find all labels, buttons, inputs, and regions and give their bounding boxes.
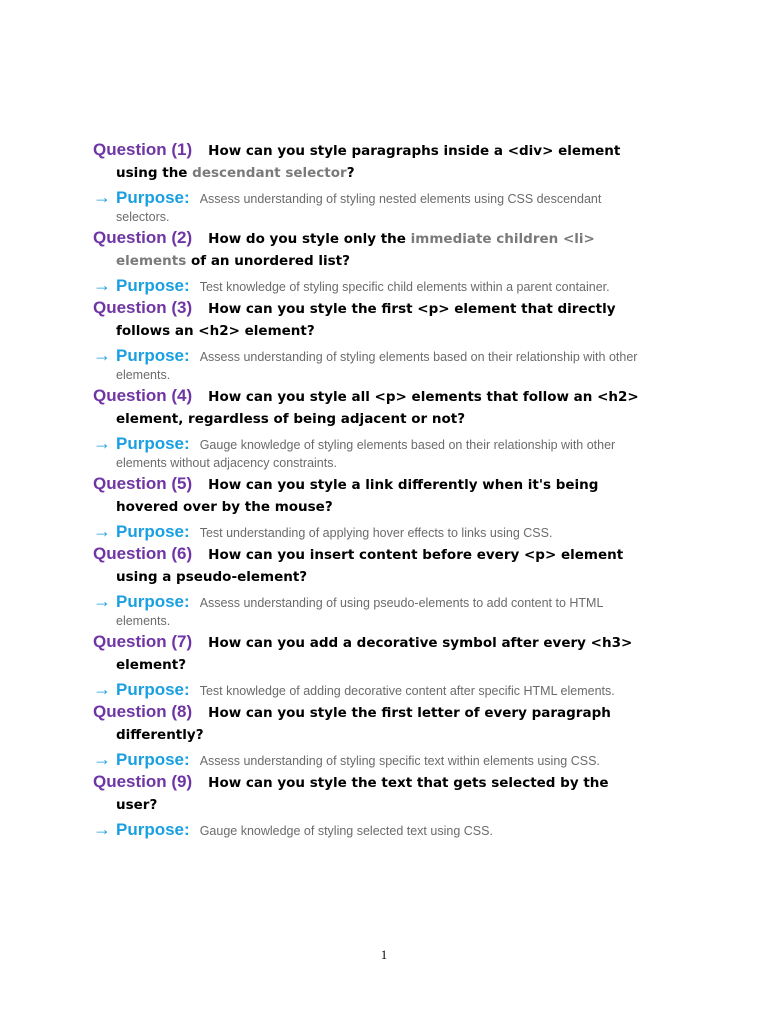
question-text-continued: element, regardless of being adjacent or not? [116, 410, 466, 427]
question-label: Question (9) [93, 772, 193, 791]
question-text: How can you style the first <p> element that directly [208, 301, 616, 317]
purpose-line [93, 521, 683, 542]
purpose-text: Assess understanding of styling specific text within elements using CSS. [199, 754, 600, 768]
question-label: Question (2) [93, 228, 193, 247]
purpose-line [93, 819, 683, 840]
question-entry-6 [93, 543, 683, 630]
question-entry-5 [93, 473, 683, 542]
question-line [93, 771, 683, 795]
question-label: Question (8) [93, 702, 193, 721]
question-label: Question (7) [93, 632, 193, 651]
question-text: How can you insert content before every <p> element [208, 547, 624, 563]
question-text-continued [93, 251, 683, 273]
purpose-line [93, 187, 683, 208]
arrow-icon: → [93, 187, 111, 207]
question-line [93, 385, 683, 409]
arrow-icon: → [93, 819, 111, 839]
question-text-continued [93, 163, 683, 185]
purpose-label: Purpose: [116, 522, 190, 541]
question-entry-1 [93, 139, 683, 226]
purpose-text-continued: elements. [116, 368, 171, 382]
highlighted-term: elements [116, 252, 187, 269]
question-text-continued: follows an <h2> element? [116, 322, 315, 339]
purpose-label: Purpose: [116, 434, 190, 453]
question-entry-2 [93, 227, 683, 296]
document-body [93, 139, 683, 840]
question-line [93, 473, 683, 497]
purpose-text-continued: elements without adjacency constraints. [116, 456, 337, 470]
purpose-text: Assess understanding of styling nested elements using CSS descendant [199, 192, 602, 206]
page-number: 1 [380, 948, 388, 962]
question-text-part: How do you style only the [208, 231, 411, 247]
purpose-text: Assess understanding of styling elements based on their relationship with other [199, 350, 638, 364]
arrow-icon: → [93, 433, 111, 453]
question-text: How can you style the text that gets selected by the [208, 775, 609, 791]
purpose-label: Purpose: [116, 820, 190, 839]
purpose-line [93, 345, 683, 366]
arrow-icon: → [93, 749, 111, 769]
question-entry-3 [93, 297, 683, 384]
question-line [93, 227, 683, 251]
question-text-continued: using a pseudo-element? [116, 568, 308, 585]
question-text: How can you style the first letter of every paragraph [208, 705, 611, 721]
purpose-line [93, 433, 683, 454]
arrow-icon: → [93, 521, 111, 541]
question-text [192, 229, 595, 251]
question-line [93, 631, 683, 655]
question-entry-4 [93, 385, 683, 472]
question-label: Question (3) [93, 298, 193, 317]
arrow-icon: → [93, 591, 111, 611]
question-text-part: of an unordered list? [186, 252, 350, 269]
purpose-text: Gauge knowledge of styling elements based on their relationship with other [199, 438, 616, 452]
question-text: How can you style paragraphs inside a <div> element [208, 143, 621, 159]
question-text-part: ? [346, 164, 355, 181]
arrow-icon: → [93, 679, 111, 699]
question-line [93, 297, 683, 321]
question-line [93, 543, 683, 567]
purpose-text-continued: selectors. [116, 210, 170, 224]
purpose-label: Purpose: [116, 276, 190, 295]
highlighted-term: immediate children <li> [410, 231, 595, 247]
purpose-label: Purpose: [116, 188, 190, 207]
question-text-part: using the [116, 164, 193, 181]
question-text-continued: differently? [116, 726, 204, 743]
question-entry-9 [93, 771, 683, 840]
purpose-text: Test knowledge of adding decorative content after specific HTML elements. [199, 684, 615, 698]
question-text: How can you style a link differently when it's being [208, 477, 599, 493]
question-entry-7 [93, 631, 683, 700]
question-label: Question (5) [93, 474, 193, 493]
purpose-label: Purpose: [116, 680, 190, 699]
question-text-continued: element? [116, 656, 187, 673]
purpose-text: Gauge knowledge of styling selected text using CSS. [199, 824, 493, 838]
question-label: Question (4) [93, 386, 193, 405]
purpose-line [93, 749, 683, 770]
purpose-label: Purpose: [116, 592, 190, 611]
question-line [93, 701, 683, 725]
question-text: How can you style all <p> elements that follow an <h2> [208, 389, 639, 405]
purpose-text: Test knowledge of styling specific child elements within a parent container. [199, 280, 610, 294]
question-label: Question (6) [93, 544, 193, 563]
question-label: Question (1) [93, 140, 193, 159]
arrow-icon: → [93, 345, 111, 365]
purpose-line [93, 275, 683, 296]
purpose-label: Purpose: [116, 346, 190, 365]
purpose-text-continued: elements. [116, 614, 171, 628]
question-line [93, 139, 683, 163]
arrow-icon: → [93, 275, 111, 295]
question-text-continued: hovered over by the mouse? [116, 498, 333, 515]
purpose-label: Purpose: [116, 750, 190, 769]
purpose-line [93, 679, 683, 700]
purpose-text: Test understanding of applying hover effects to links using CSS. [199, 526, 553, 540]
question-text: How can you add a decorative symbol after every <h3> [208, 635, 633, 651]
question-entry-8 [93, 701, 683, 770]
highlighted-term: descendant selector [192, 164, 347, 181]
purpose-text: Assess understanding of using pseudo-elements to add content to HTML [199, 596, 604, 610]
purpose-line [93, 591, 683, 612]
question-text-continued: user? [116, 796, 158, 813]
